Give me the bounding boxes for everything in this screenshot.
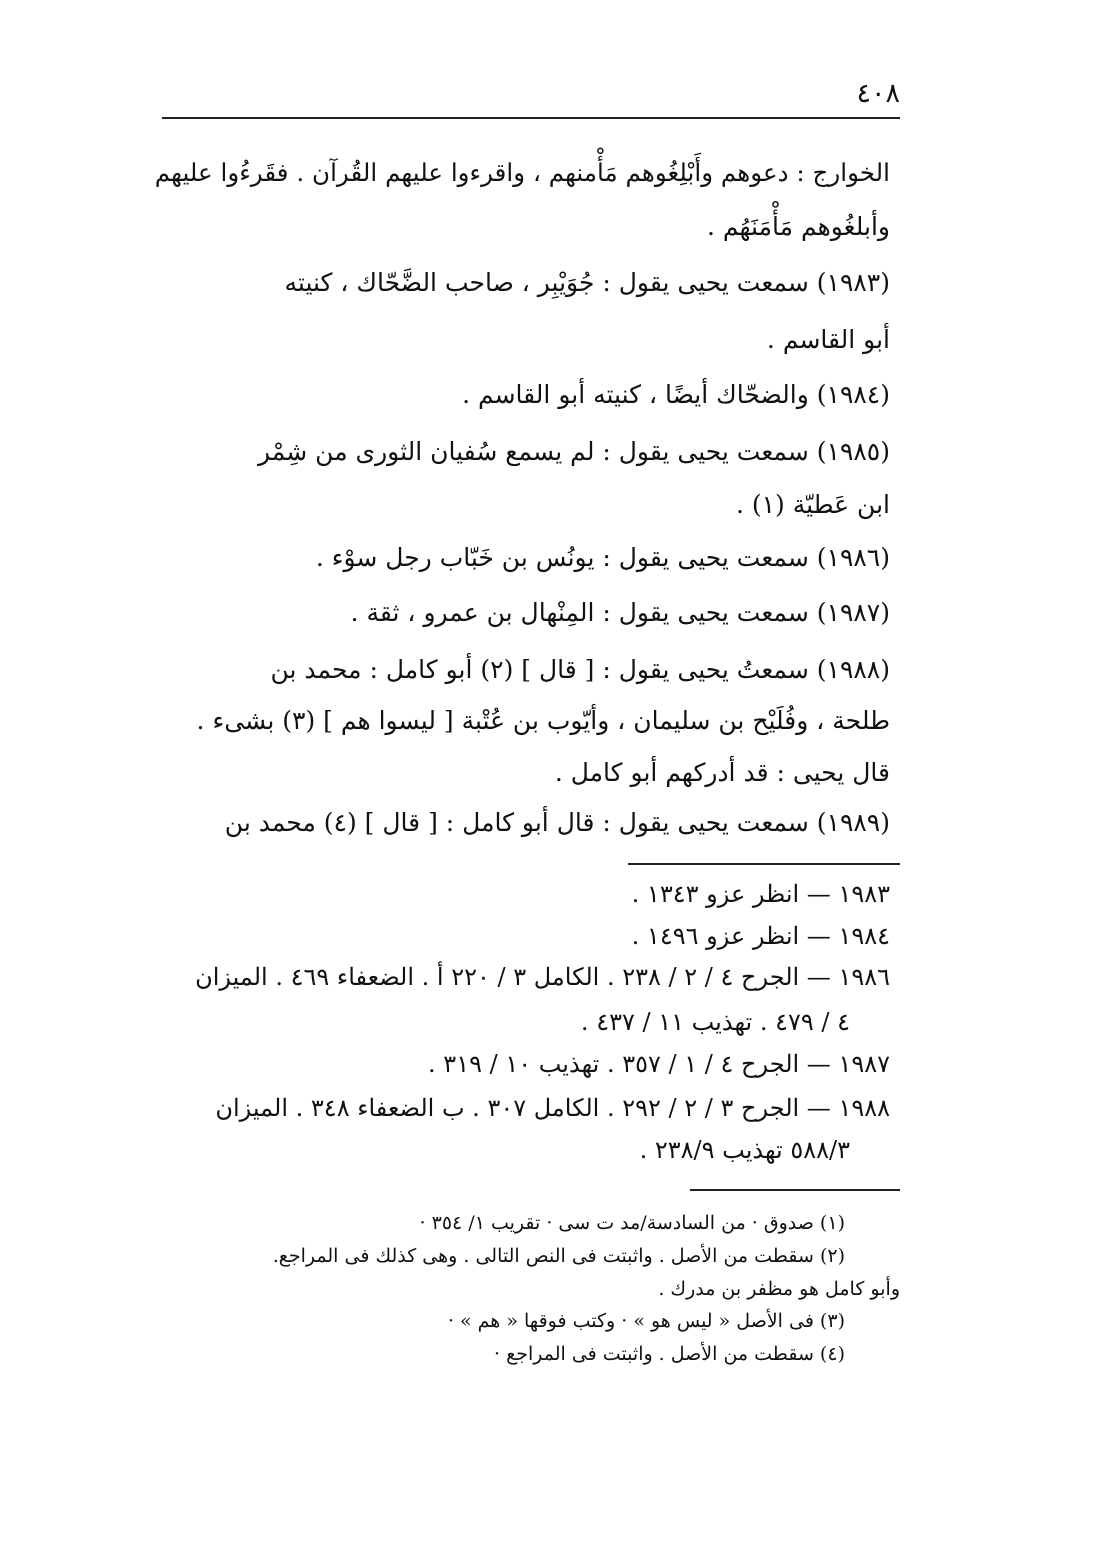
section-rule bbox=[628, 863, 900, 865]
entry-1983-line-1: (١٩٨٣) سمعت يحيى يقول : جُوَيْبِر ، صاحب الضَّحّاك ، كنيته bbox=[284, 268, 890, 297]
reference-1984: ١٩٨٤ — انظر عزو ١٤٩٦ . bbox=[631, 922, 890, 950]
entry-1984: (١٩٨٤) والضحّاك أيضًا ، كنيته أبو القاسم . bbox=[462, 380, 890, 409]
footnote-2-line-1: (٢) سقطت من الأصل . واثبتت فى النص التالى . وهى كذلك فى المراجع. bbox=[272, 1245, 845, 1267]
footnote-1: (١) صدوق · من السادسة/مد ت سى · تقريب ١/ ٣٥٤ · bbox=[419, 1212, 845, 1234]
footnote-3: (٣) فى الأصل « ليس هو » · وكتب فوقها « هم » · bbox=[447, 1310, 845, 1332]
reference-1986-line-2: ٤ / ٤٧٩ . تهذيب ١١ / ٤٣٧ . bbox=[580, 1008, 850, 1036]
entry-1983-line-2: أبو القاسم . bbox=[766, 325, 890, 354]
entry-1988-line-3: قال يحيى : قد أدركهم أبو كامل . bbox=[554, 758, 890, 787]
entry-1989-line-1: (١٩٨٩) سمعت يحيى يقول : قال أبو كامل : [ قال ] (٤) محمد بن bbox=[224, 808, 890, 837]
reference-1987: ١٩٨٧ — الجرح ٤ / ١ / ٣٥٧ . تهذيب ١٠ / ٣١٩ . bbox=[428, 1050, 890, 1078]
entry-1988-line-2: طلحة ، وفُلَيْح بن سليمان ، وأيّوب بن عُتْبة [ ليسوا هم ] (٣) بشىء . bbox=[196, 706, 890, 735]
text-line-intro-2: وأبلغُوهم مَأْمَنَهُم . bbox=[707, 212, 890, 241]
entry-1985-line-2: ابن عَطيّة (١) . bbox=[735, 490, 890, 519]
reference-1988-line-2: ٥٨٨/٣ تهذيب ٢٣٨/٩ . bbox=[639, 1136, 850, 1164]
entry-1987: (١٩٨٧) سمعت يحيى يقول : المِنْهال بن عمرو ، ثقة . bbox=[350, 598, 890, 627]
text-line-intro-1: الخوارج : دعوهم وأَبْلِغُوهم مَأْمنهم ، واقرءوا عليهم القُرآن . فقَرءُوا عليهم bbox=[154, 158, 890, 187]
reference-1988-line-1: ١٩٨٨ — الجرح ٣ / ٢ / ٢٩٢ . الكامل ٣٠٧ . ب الضعفاء ٣٤٨ . الميزان bbox=[215, 1094, 890, 1122]
reference-1986-line-1: ١٩٨٦ — الجرح ٤ / ٢ / ٢٣٨ . الكامل ٣ / ٢٢٠ أ . الضعفاء ٤٦٩ . الميزان bbox=[195, 963, 890, 991]
footnote-rule bbox=[690, 1189, 900, 1191]
page-number: ٤٠٨ bbox=[856, 78, 900, 109]
header-rule bbox=[162, 117, 900, 119]
footnote-4: (٤) سقطت من الأصل . واثبتت فى المراجع · bbox=[494, 1343, 845, 1365]
entry-1985-line-1: (١٩٨٥) سمعت يحيى يقول : لم يسمع سُفيان الثورى من شِمْر bbox=[258, 437, 890, 466]
entry-1988-line-1: (١٩٨٨) سمعتُ يحيى يقول : [ قال ] (٢) أبو كامل : محمد بن bbox=[270, 655, 890, 684]
entry-1986: (١٩٨٦) سمعت يحيى يقول : يونُس بن خَبّاب رجل سوْء . bbox=[315, 543, 890, 572]
footnote-2-line-2: وأبو كامل هو مظفر بن مدرك . bbox=[658, 1278, 900, 1300]
reference-1983: ١٩٨٣ — انظر عزو ١٣٤٣ . bbox=[631, 880, 890, 908]
